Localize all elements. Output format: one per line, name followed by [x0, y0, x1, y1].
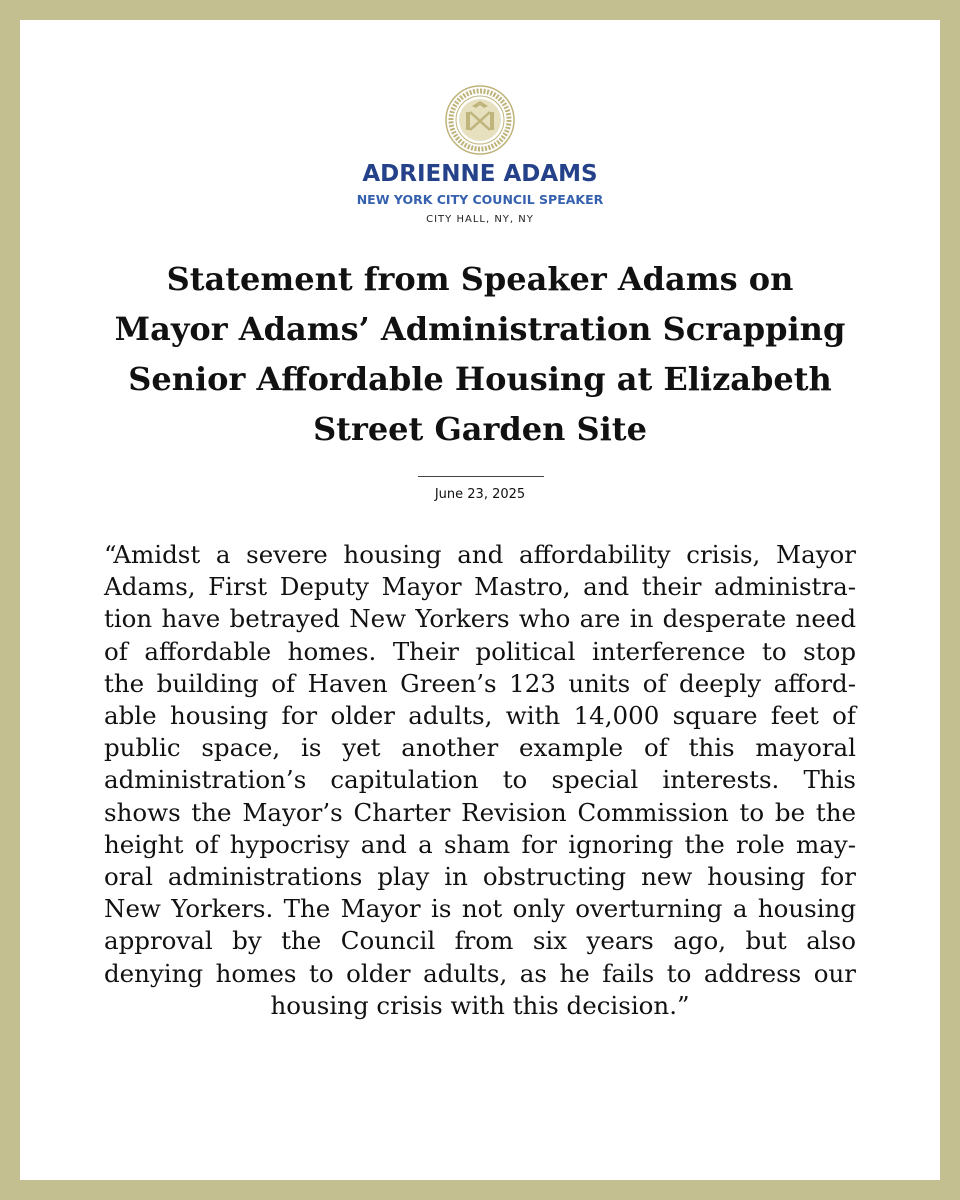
body-line: Adams, First Deputy Mayor Mastro, and their administra-	[104, 572, 856, 602]
body-line: of affordable homes. Their political interference to stop	[104, 636, 856, 666]
body-line: administration’s capitulation to special interests. This	[104, 765, 856, 795]
title-line: Statement from Speaker Adams on	[166, 260, 794, 298]
location: CITY HALL, NY, NY	[426, 214, 534, 225]
statement-date: June 23, 2025	[434, 487, 526, 502]
title-line: Street Garden Site	[313, 410, 647, 448]
body-line: housing crisis with this decision.”	[270, 990, 690, 1020]
divider	[418, 476, 544, 477]
statement-title	[60, 254, 900, 454]
body-line: New Yorkers. The Mayor is not only overturning a housing	[104, 894, 856, 924]
body-line: able housing for older adults, with 14,000 square feet of	[104, 701, 856, 731]
body-line: public space, is yet another example of this mayoral	[104, 733, 856, 763]
city-council-seal-logo	[444, 84, 516, 156]
body-line: height of hypocrisy and a sham for ignoring the role may-	[104, 829, 856, 859]
title-line: Senior Affordable Housing at Elizabeth	[128, 360, 832, 398]
body-line: denying homes to older adults, as he fails to address our	[104, 958, 856, 988]
body-line: “Amidst a severe housing and affordability crisis, Mayor	[104, 540, 856, 569]
speaker-role: NEW YORK CITY COUNCIL SPEAKER	[356, 192, 604, 207]
statement-body	[104, 539, 856, 1022]
body-line: shows the Mayor’s Charter Revision Commission to be the	[104, 797, 856, 827]
body-line: tion have betrayed New Yorkers who are in desperate need	[104, 604, 856, 634]
title-line: Mayor Adams’ Administration Scrapping	[114, 310, 846, 348]
body-line: the building of Haven Green’s 123 units of deeply afford-	[104, 668, 856, 698]
speaker-name: ADRIENNE ADAMS	[362, 161, 598, 187]
body-line: oral administrations play in obstructing new housing for	[104, 862, 856, 892]
body-line: approval by the Council from six years ago, but also	[104, 926, 856, 956]
